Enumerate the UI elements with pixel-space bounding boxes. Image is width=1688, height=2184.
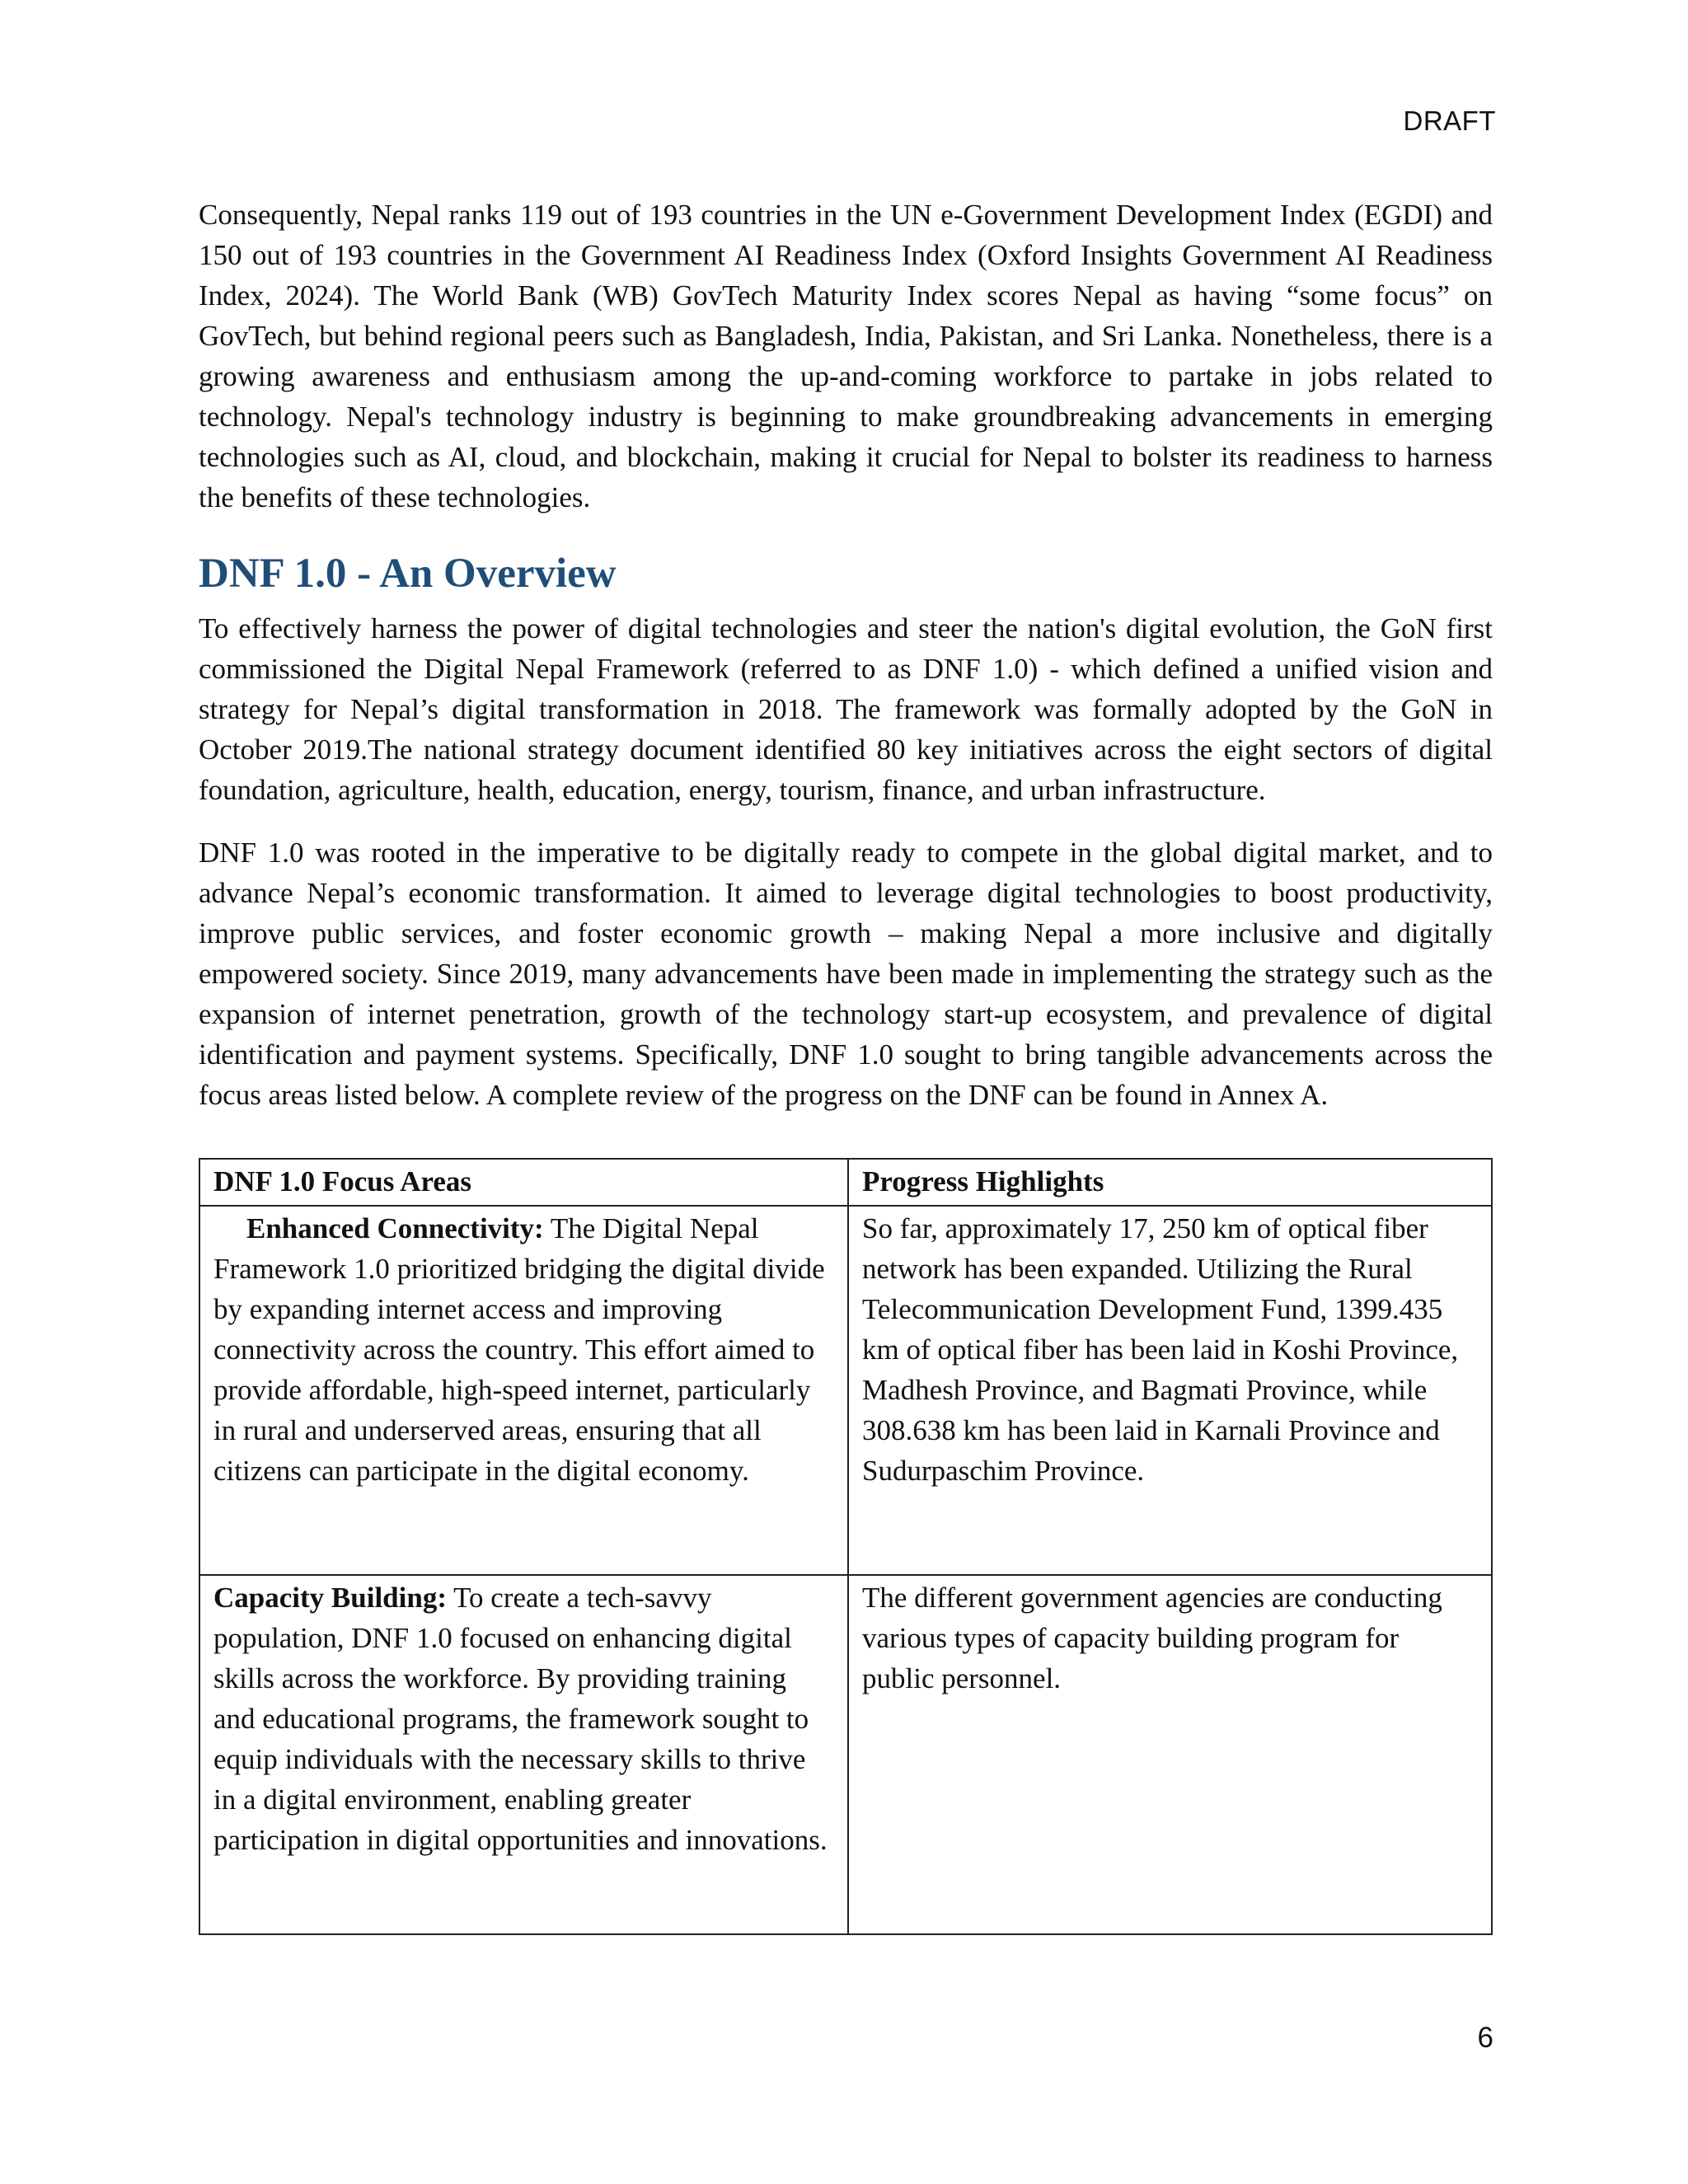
table-header-progress-highlights: Progress Highlights	[848, 1159, 1492, 1206]
focus-area-description: To create a tech-savvy population, DNF 1.0 focused on enhancing digital skills across the workforce. By providing training and educational programs, the framework sought to equip individuals with the necessary skills to thrive in a digital environment, enabling greater participation in digital opportunities and innovations.	[213, 1582, 828, 1856]
table-row	[199, 1575, 1492, 1934]
overview-paragraph-2: DNF 1.0 was rooted in the imperative to be digitally ready to compete in the global digital market, and to advance Nepal’s economic transformation. It aimed to leverage digital technologies to boost productivity, improve public services, and foster economic growth – making Nepal a more inclusive and digitally empowered society. Since 2019, many advancements have been made in implementing the strategy such as the expansion of internet penetration, growth of the technology start-up ecosystem, and prevalence of digital identification and payment systems. Specifically, DNF 1.0 sought to bring tangible advancements across the focus areas listed below. A complete review of the progress on the DNF can be found in Annex A.	[199, 837, 1493, 1111]
table-header-focus-areas: DNF 1.0 Focus Areas	[199, 1159, 848, 1206]
focus-area-description: The Digital Nepal Framework 1.0 prioritized bridging the digital divide by expanding internet access and improving connectivity across the country. This effort aimed to provide affordable, high-speed internet, particularly in rural and underserved areas, ensuring that all citizens can participate in the digital economy.	[213, 1212, 825, 1487]
progress-cell: So far, approximately 17, 250 km of optical fiber network has been expanded. Utilizing the Rural Telecommunication Development Fund, 1399.435 km of optical fiber has been laid in Koshi Province, Madhesh Province, and Bagmati Province, while 308.638 km has been laid in Karnali Province and Sudurpaschim Province.	[848, 1206, 1492, 1575]
section-heading: DNF 1.0 - An Overview	[199, 551, 617, 597]
focus-area-title: Enhanced Connectivity:	[246, 1212, 544, 1244]
focus-areas-table	[199, 1158, 1493, 1935]
page-number: 6	[1477, 2022, 1493, 2054]
page-content	[199, 194, 1493, 1935]
overview-paragraph-1: To effectively harness the power of digital technologies and steer the nation's digital evolution, the GoN first commissioned the Digital Nepal Framework (referred to as DNF 1.0) - which defined a unified vision and strategy for Nepal’s digital transformation in 2018. The framework was formally adopted by the GoN in October 2019.The national strategy document identified 80 key initiatives across the eight sectors of digital foundation, agriculture, health, education, energy, tourism, finance, and urban infrastructure.	[199, 612, 1493, 806]
draft-label: DRAFT	[1403, 105, 1496, 136]
table-header-row	[199, 1159, 1492, 1206]
focus-area-title: Capacity Building:	[213, 1582, 447, 1614]
intro-paragraph: Consequently, Nepal ranks 119 out of 193 countries in the UN e-Government Development Index (EGDI) and 150 out of 193 countries in the Government AI Readiness Index (Oxford Insights Government AI Readiness Index, 2024). The World Bank (WB) GovTech Maturity Index scores Nepal as having “some focus” on GovTech, but behind regional peers such as Bangladesh, India, Pakistan, and Sri Lanka. Nonetheless, there is a growing awareness and enthusiasm among the up-and-coming workforce to partake in jobs related to technology. Nepal's technology industry is beginning to make groundbreaking advancements in emerging technologies such as AI, cloud, and blockchain, making it crucial for Nepal to bolster its readiness to harness the benefits of these technologies.	[199, 199, 1493, 513]
progress-cell: The different government agencies are conducting various types of capacity building program for public personnel.	[848, 1575, 1492, 1934]
focus-area-cell	[199, 1575, 848, 1934]
table-row	[199, 1206, 1492, 1575]
focus-area-cell	[199, 1206, 848, 1575]
